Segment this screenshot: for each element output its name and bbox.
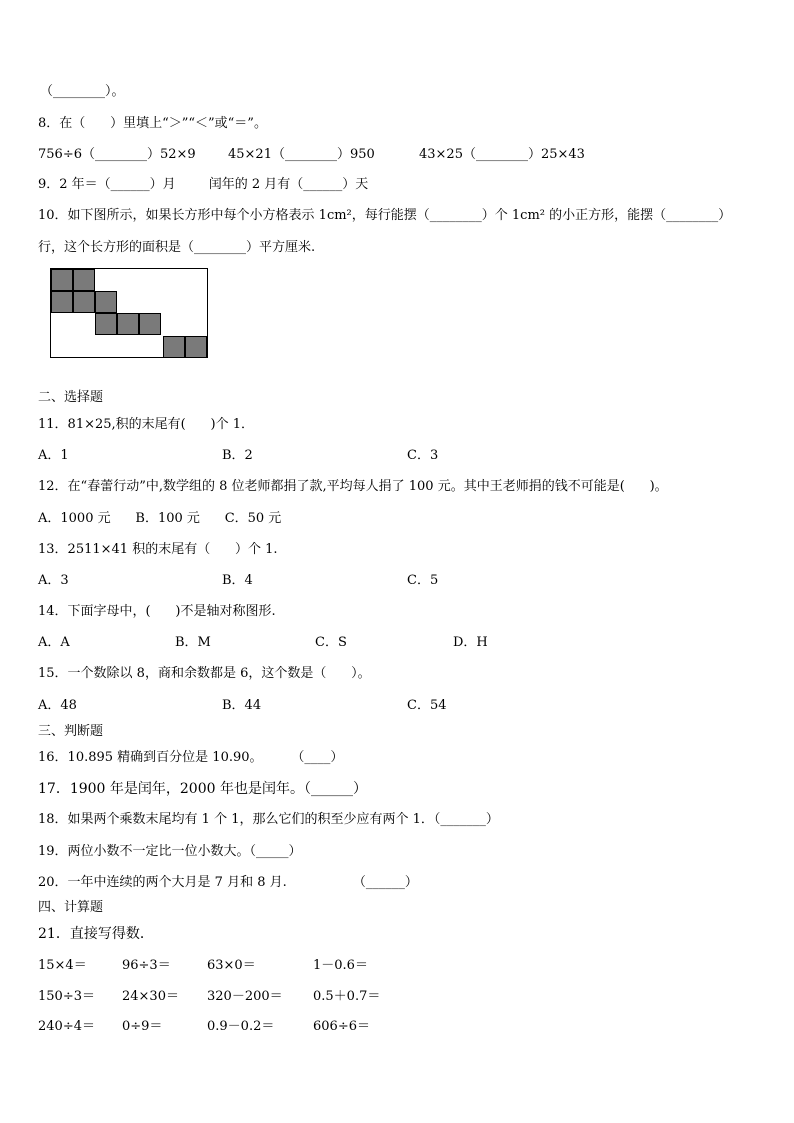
calc-item: 320－200＝ xyxy=(207,989,283,1004)
grid-square xyxy=(95,313,117,335)
question-15: 15．一个数除以 8，商和余数都是 6，这个数是（ ）。 xyxy=(38,666,371,681)
q8-item-3: 43×25（________）25×43 xyxy=(419,147,585,162)
q13-option-a: A．3 xyxy=(38,573,69,588)
grid-square xyxy=(73,269,95,291)
section-4-heading: 四、计算题 xyxy=(38,900,104,915)
q15-option-b: B．44 xyxy=(222,698,262,713)
calc-item: 1－0.6＝ xyxy=(313,958,368,973)
calc-item: 15×4＝ xyxy=(38,958,87,973)
question-8: 8．在（ ）里填上“＞”“＜”或“＝”。 xyxy=(38,116,267,131)
calc-item: 240÷4＝ xyxy=(38,1019,95,1034)
question-12: 12．在“春蕾行动”中,数学组的 8 位老师都捐了款,平均每人捐了 100 元。其中王老师捐的钱不可能是( )。 xyxy=(38,479,668,494)
q11-option-b: B．2 xyxy=(222,448,253,463)
calc-item: 0.5＋0.7＝ xyxy=(313,989,381,1004)
calc-item: 96÷3＝ xyxy=(122,958,171,973)
q14-option-b: B．M xyxy=(175,635,211,650)
q12-options: A．1000 元 B．100 元 C．50 元 xyxy=(38,511,282,526)
grid-square xyxy=(117,313,139,335)
question-19: 19．两位小数不一定比一位小数大。（_____） xyxy=(38,844,302,859)
grid-square xyxy=(51,269,73,291)
q13-option-b: B．4 xyxy=(222,573,253,588)
question-18: 18．如果两个乘数末尾均有 1 个 1，那么它们的积至少应有两个 1．（_______） xyxy=(38,812,499,827)
fill-blank-tail: （________）。 xyxy=(40,84,125,99)
q14-option-a: A．A xyxy=(38,635,70,650)
calc-item: 24×30＝ xyxy=(122,989,179,1004)
grid-square xyxy=(163,336,185,358)
question-17: 17．1900 年是闰年，2000 年也是闰年。（______） xyxy=(38,781,367,797)
question-20: 20．一年中连续的两个大月是 7 月和 8 月. （______） xyxy=(38,875,418,890)
section-2-heading: 二、选择题 xyxy=(38,390,104,405)
grid-square xyxy=(73,291,95,313)
grid-square xyxy=(139,313,161,335)
grid-square xyxy=(185,336,207,358)
question-14: 14．下面字母中，( )不是轴对称图形. xyxy=(38,604,276,619)
question-21: 21．直接写得数． xyxy=(38,926,154,942)
question-10: 10．如下图所示，如果长方形中每个小方格表示 1cm²，每行能摆（________）个 1cm² 的小正方形，能摆（________） xyxy=(38,208,732,223)
calc-item: 0÷9＝ xyxy=(122,1019,163,1034)
q11-option-a: A．1 xyxy=(38,448,69,463)
q13-option-c: C．5 xyxy=(407,573,439,588)
calc-item: 150÷3＝ xyxy=(38,989,95,1004)
q8-item-1: 756÷6（________）52×9 xyxy=(38,147,196,162)
grid-square xyxy=(51,291,73,313)
calc-item: 63×0＝ xyxy=(207,958,256,973)
q14-option-c: C．S xyxy=(315,635,347,650)
question-16: 16．10.895 精确到百分位是 10.90。 （____） xyxy=(38,750,344,765)
question-13: 13．2511×41 积的末尾有（ ）个 1. xyxy=(38,542,278,557)
q11-option-c: C．3 xyxy=(407,448,439,463)
calc-item: 606÷6＝ xyxy=(313,1019,370,1034)
section-3-heading: 三、判断题 xyxy=(38,724,104,739)
question-10-cont: 行，这个长方形的面积是（________）平方厘米. xyxy=(38,240,316,255)
grid-square xyxy=(95,291,117,313)
q15-option-a: A．48 xyxy=(38,698,77,713)
q8-item-2: 45×21（________）950 xyxy=(228,147,375,162)
question-11: 11．81×25,积的末尾有( )个 1． xyxy=(38,417,254,432)
question-9: 9．2 年＝（______）月 闰年的 2 月有（______）天 xyxy=(38,177,369,192)
calc-item: 0.9－0.2＝ xyxy=(207,1019,275,1034)
q14-option-d: D．H xyxy=(453,635,488,650)
rectangle-grid-figure xyxy=(50,268,208,358)
q15-option-c: C．54 xyxy=(407,698,447,713)
